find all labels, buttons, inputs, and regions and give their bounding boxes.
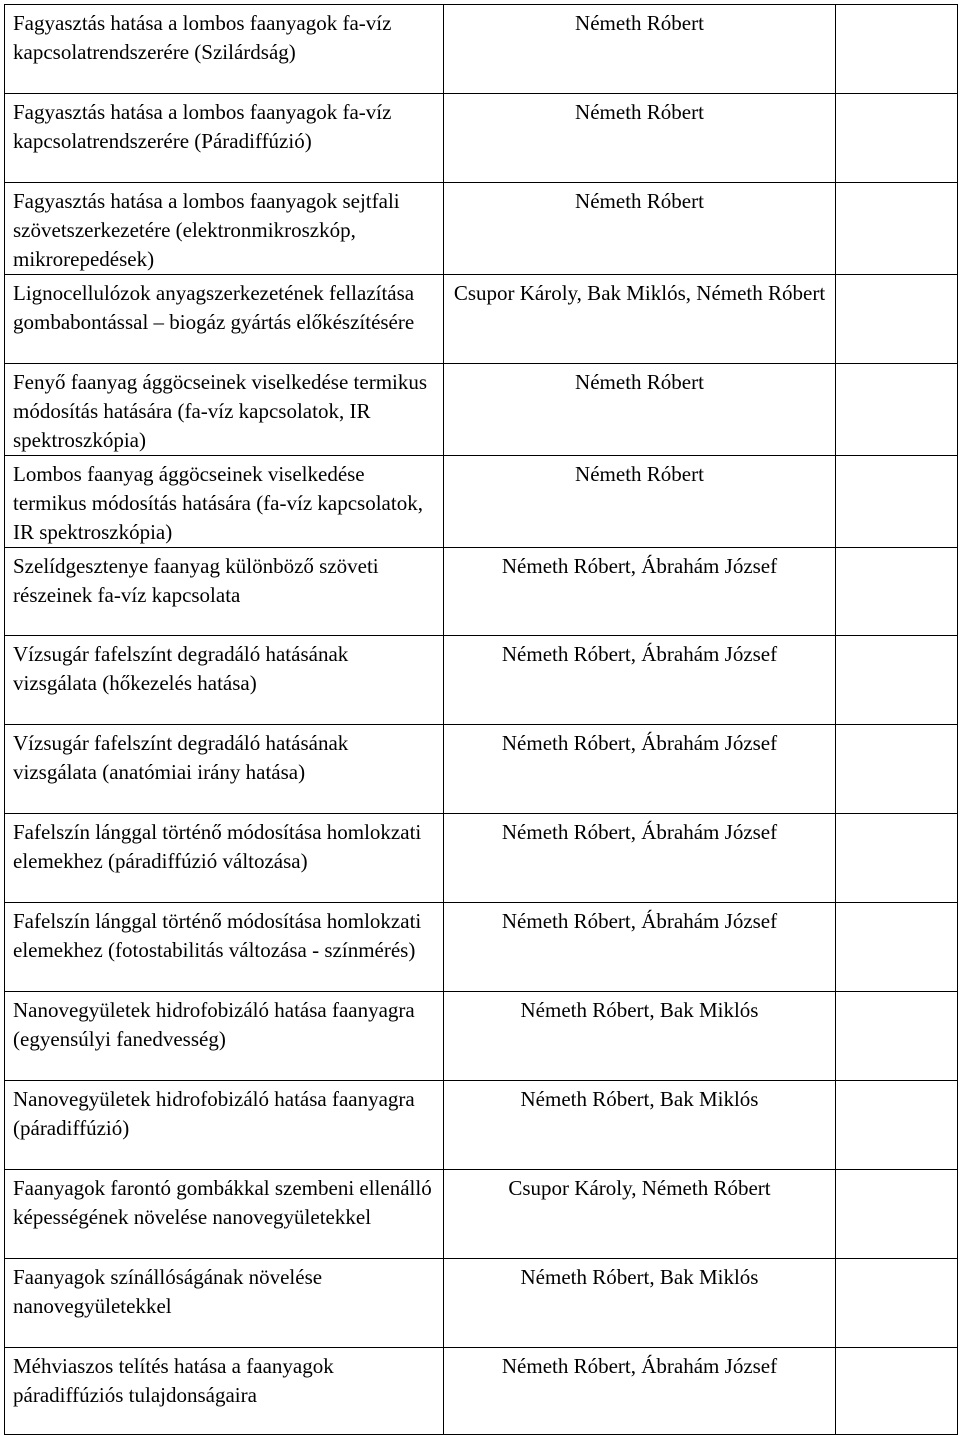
topic-extra-cell: [836, 456, 958, 548]
topic-authors-cell: Németh Róbert, Ábrahám József: [444, 814, 836, 903]
topic-authors-cell: Németh Róbert, Bak Miklós: [444, 1081, 836, 1170]
table-row: [5, 992, 958, 1081]
table-row: [5, 275, 958, 364]
topic-extra-cell: [836, 1170, 958, 1259]
topic-title-cell: Fenyő faanyag ággöcseinek viselkedése termikus módosítás hatására (fa-víz kapcsolatok, IR spektroszkópia): [5, 364, 444, 456]
topic-title-cell: Fagyasztás hatása a lombos faanyagok fa-víz kapcsolatrendszerére (Páradiffúzió): [5, 94, 444, 183]
topic-title-cell: Nanovegyületek hidrofobizáló hatása faanyagra (egyensúlyi fanedvesség): [5, 992, 444, 1081]
topic-extra-cell: [836, 903, 958, 992]
topic-title-cell: Fafelszín lánggal történő módosítása homlokzati elemekhez (páradiffúzió változása): [5, 814, 444, 903]
topic-extra-cell: [836, 725, 958, 814]
topic-title-cell: Nanovegyületek hidrofobizáló hatása faanyagra (páradiffúzió): [5, 1081, 444, 1170]
table-row: [5, 94, 958, 183]
topic-authors-cell: Németh Róbert: [444, 364, 836, 456]
topic-authors-cell: Németh Róbert, Ábrahám József: [444, 1348, 836, 1435]
topic-extra-cell: [836, 992, 958, 1081]
topic-title-cell: Szelídgesztenye faanyag különböző szöveti részeinek fa-víz kapcsolata: [5, 548, 444, 636]
topic-extra-cell: [836, 1081, 958, 1170]
topic-extra-cell: [836, 5, 958, 94]
table-row: [5, 548, 958, 636]
topic-authors-cell: Németh Róbert: [444, 94, 836, 183]
table-row: [5, 903, 958, 992]
topic-authors-cell: Németh Róbert, Bak Miklós: [444, 992, 836, 1081]
topic-title-cell: Méhviaszos telítés hatása a faanyagok páradiffúziós tulajdonságaira: [5, 1348, 444, 1435]
topic-authors-cell: Németh Róbert, Ábrahám József: [444, 548, 836, 636]
topic-title-cell: Lombos faanyag ággöcseinek viselkedése termikus módosítás hatására (fa-víz kapcsolatok, IR spektroszkópia): [5, 456, 444, 548]
table-row: [5, 1170, 958, 1259]
table-row: [5, 725, 958, 814]
topic-authors-cell: Németh Róbert: [444, 183, 836, 275]
topic-title-cell: Fagyasztás hatása a lombos faanyagok fa-víz kapcsolatrendszerére (Szilárdság): [5, 5, 444, 94]
topic-title-cell: Vízsugár fafelszínt degradáló hatásának vizsgálata (hőkezelés hatása): [5, 636, 444, 725]
topic-extra-cell: [836, 636, 958, 725]
topic-authors-cell: Csupor Károly, Bak Miklós, Németh Róbert: [444, 275, 836, 364]
topic-title-cell: Lignocellulózok anyagszerkezetének fellazítása gombabontással – biogáz gyártás előkészítésére: [5, 275, 444, 364]
topic-authors-cell: Németh Róbert, Bak Miklós: [444, 1259, 836, 1348]
topic-extra-cell: [836, 814, 958, 903]
topic-extra-cell: [836, 1348, 958, 1435]
topic-authors-cell: Németh Róbert: [444, 456, 836, 548]
topic-title-cell: Faanyagok színállóságának növelése nanovegyületekkel: [5, 1259, 444, 1348]
topic-title-cell: Vízsugár fafelszínt degradáló hatásának vizsgálata (anatómiai irány hatása): [5, 725, 444, 814]
topic-extra-cell: [836, 94, 958, 183]
table-row: [5, 814, 958, 903]
table-row: [5, 636, 958, 725]
topics-table: [4, 4, 958, 1435]
topic-authors-cell: Németh Róbert: [444, 5, 836, 94]
topic-extra-cell: [836, 548, 958, 636]
table-row: [5, 364, 958, 456]
table-row: [5, 183, 958, 275]
table-row: [5, 1259, 958, 1348]
table-row: [5, 456, 958, 548]
topic-extra-cell: [836, 183, 958, 275]
topic-title-cell: Fagyasztás hatása a lombos faanyagok sejtfali szövetszerkezetére (elektronmikroszkóp, mikrorepedések): [5, 183, 444, 275]
table-row: [5, 5, 958, 94]
topic-authors-cell: Németh Róbert, Ábrahám József: [444, 636, 836, 725]
topic-authors-cell: Németh Róbert, Ábrahám József: [444, 725, 836, 814]
topics-table-body: [5, 5, 958, 1435]
table-row: [5, 1348, 958, 1435]
topic-authors-cell: Csupor Károly, Németh Róbert: [444, 1170, 836, 1259]
topic-extra-cell: [836, 1259, 958, 1348]
topic-authors-cell: Németh Róbert, Ábrahám József: [444, 903, 836, 992]
topic-title-cell: Fafelszín lánggal történő módosítása homlokzati elemekhez (fotostabilitás változása - színmérés): [5, 903, 444, 992]
topic-extra-cell: [836, 364, 958, 456]
table-row: [5, 1081, 958, 1170]
topic-title-cell: Faanyagok farontó gombákkal szembeni ellenálló képességének növelése nanovegyületekkel: [5, 1170, 444, 1259]
topic-extra-cell: [836, 275, 958, 364]
